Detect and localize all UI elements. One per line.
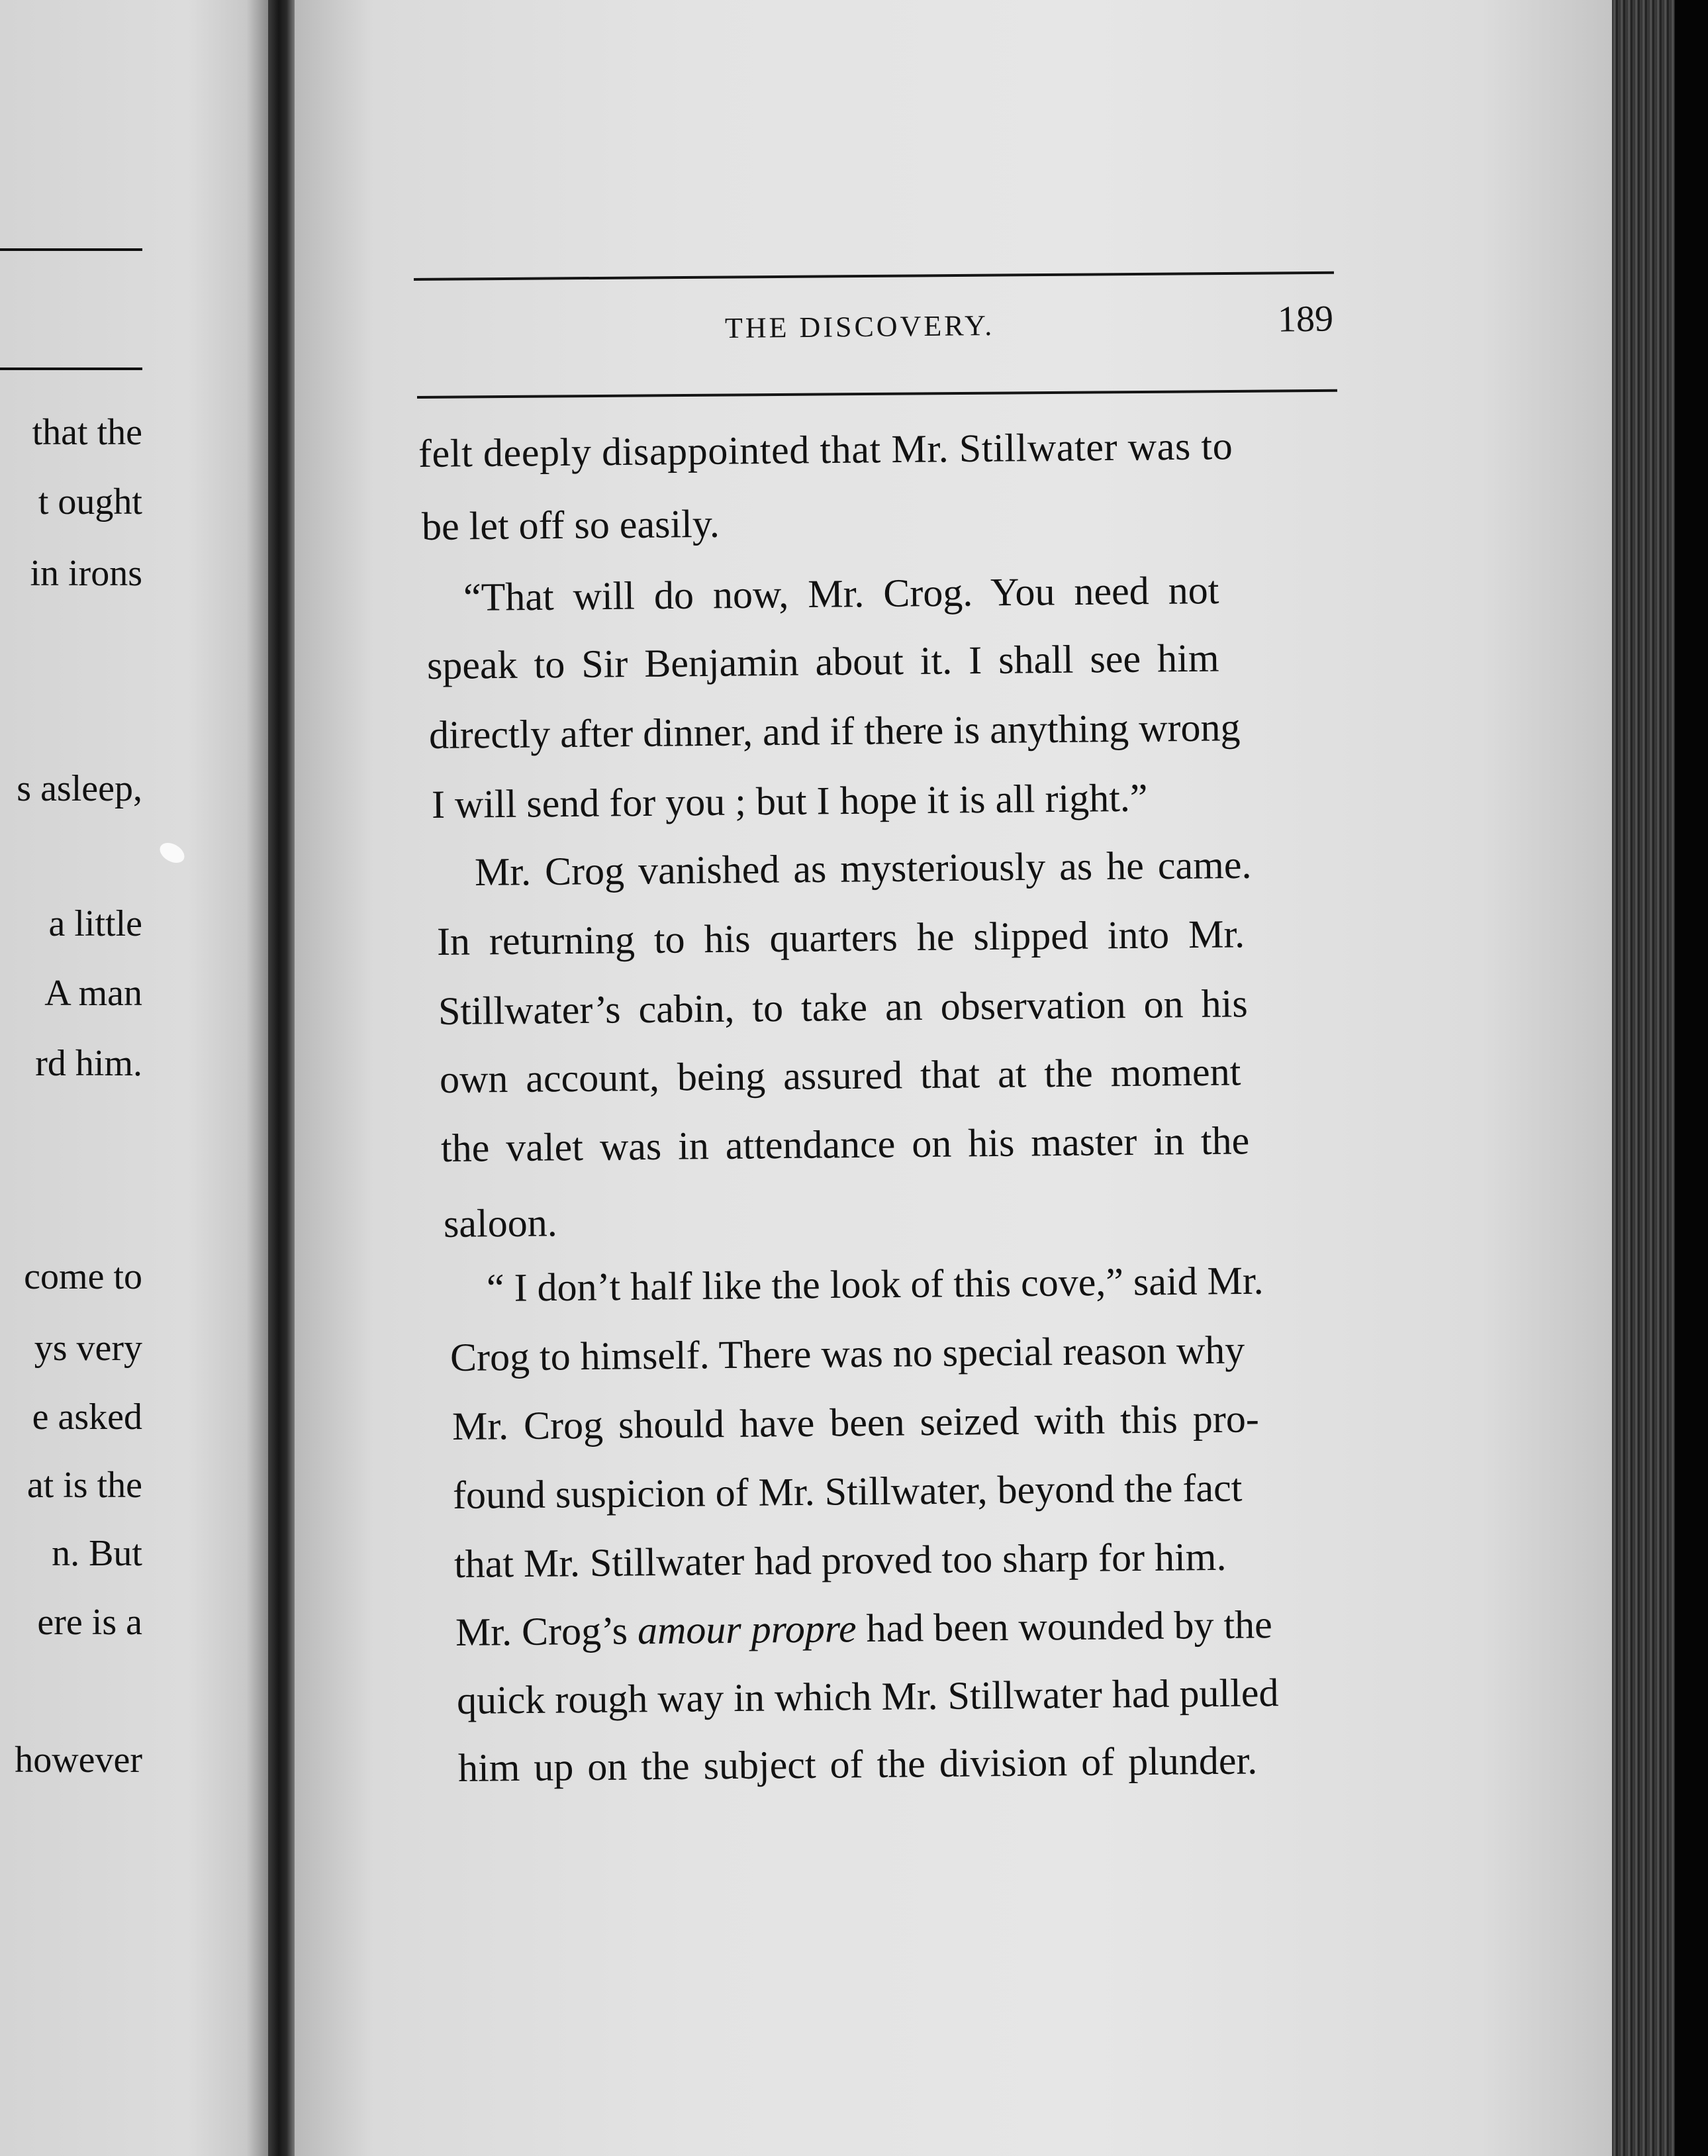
left-page-line: rd him. [35, 1043, 142, 1084]
line-17-suffix: had been wounded by the [856, 1602, 1273, 1651]
body-line: I will send for you ; but I hope it is all right.” [431, 775, 1148, 826]
left-page-line: in irons [30, 553, 142, 594]
left-header-rule-bottom [0, 368, 142, 370]
page-number: 189 [1277, 298, 1334, 340]
body-line: directly after dinner, and if there is anything wrong [428, 705, 1241, 757]
left-page-line: ere is a [37, 1602, 142, 1643]
left-page-line: A man [44, 973, 142, 1014]
left-page-line: that the [32, 412, 142, 453]
left-page-line: however [15, 1740, 142, 1781]
left-page-line: s asleep, [17, 768, 142, 809]
body-line: the valet was in attendance on his master in the [440, 1118, 1250, 1170]
body-line: saloon. [443, 1200, 557, 1246]
body-line: own account, being assured that at the moment [439, 1050, 1241, 1101]
left-page-line: n. But [52, 1533, 142, 1574]
left-page-line: ys very [34, 1328, 142, 1369]
book-gutter [268, 0, 295, 2156]
left-header-rule-top [0, 248, 142, 251]
body-line: found suspicion of Mr. Stillwater, beyond the fact [452, 1465, 1243, 1517]
body-line: quick rough way in which Mr. Stillwater had pulled [456, 1671, 1279, 1722]
previous-page [0, 0, 268, 2156]
body-line-with-italic [455, 1604, 1272, 1652]
left-page-line: e asked [32, 1396, 142, 1438]
header-rule-top [414, 271, 1334, 281]
left-page-line: at is the [26, 1465, 142, 1506]
body-line: Mr. Crog vanished as mysteriously as he came. [474, 842, 1252, 894]
paper-speck [156, 839, 188, 867]
header-rule-bottom [417, 389, 1337, 399]
left-page-line: come to [24, 1256, 142, 1297]
body-line: felt deeply disappointed that Mr. Stillwater was to [418, 424, 1233, 475]
running-head: THE DISCOVERY. [724, 309, 995, 345]
body-line: “ I don’t half like the look of this cove,” said Mr. [486, 1258, 1264, 1310]
body-line: Mr. Crog should have been seized with this pro- [451, 1396, 1260, 1448]
line-17-prefix: Mr. Crog’s [455, 1608, 638, 1654]
body-line: Stillwater’s cabin, to take an observation on his [438, 981, 1248, 1033]
body-line: “That will do now, Mr. Crog. You need not [463, 568, 1219, 619]
italic-phrase: amour propre [637, 1606, 857, 1653]
page-edge-stack [1612, 0, 1708, 2156]
body-line: speak to Sir Benjamin about it. I shall see him [426, 636, 1219, 687]
left-page-line: t ought [38, 481, 142, 522]
body-line: him up on the subject of the division of plunder. [457, 1738, 1258, 1790]
left-page-line: a little [48, 903, 142, 944]
body-line: that Mr. Stillwater had proved too sharp for him. [453, 1534, 1227, 1586]
body-line: In returning to his quarters he slipped into Mr. [436, 912, 1245, 963]
body-line: be let off so easily. [421, 501, 720, 548]
body-line: Crog to himself. There was no special reason why [450, 1328, 1245, 1379]
